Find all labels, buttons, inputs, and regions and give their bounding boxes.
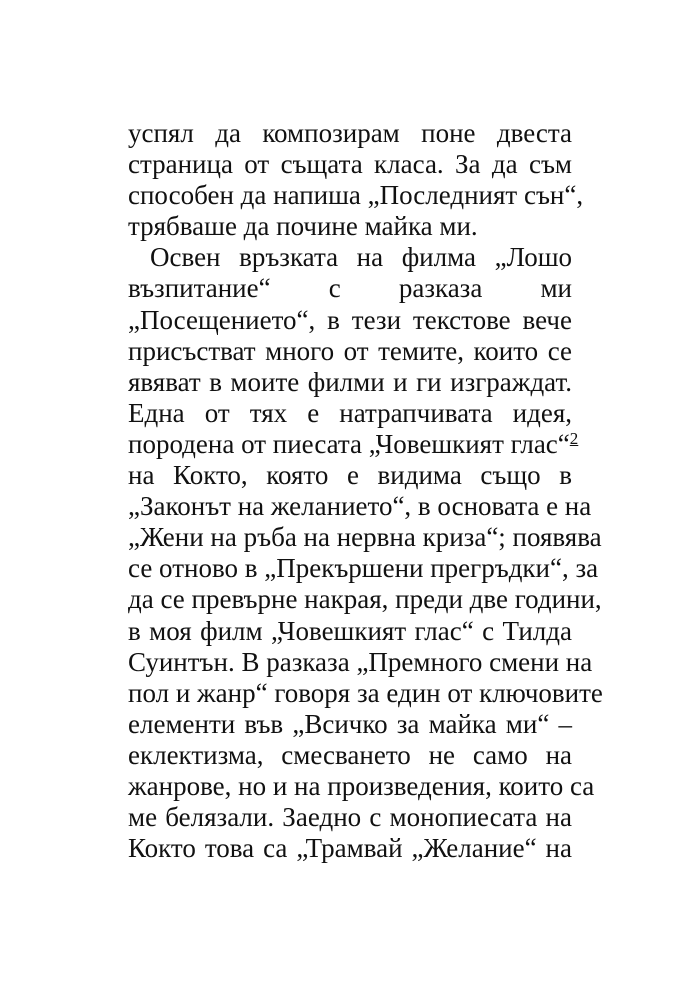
text-line: „Жени на ръба на нервна криза“; появява [128,522,602,553]
paragraph-start-line: Освен връзката на филма „Лошо [150,242,572,273]
text-line: присъстват много от темите, които се [128,335,572,366]
text-line-with-footnote [128,428,579,460]
text-line: „Посещението“, в тези текстове вече [128,304,572,335]
text-line: трябваше да почине майка ми. [128,211,478,242]
text-line: на Кокто, която е видима също в [128,460,572,491]
text-line: явяват в моите филми и ги изграждат. [128,366,572,397]
text-line: да се превърне накрая, преди две години, [128,584,602,615]
text-line: ме белязали. Заедно с монопиесата на [128,802,572,833]
text-line: Суинтън. В разказа „Премного смени на [128,646,593,677]
text-line: Една от тях е натрапчивата идея, [128,397,572,428]
text-line-content: породена от пиесата „Човешкият глас“ [128,428,570,459]
text-line: в моя филм „Човешкият глас“ с Тилда [128,615,572,646]
text-line: се отново в „Прекършени прегръдки“, за [128,553,599,584]
text-line: еклектизма, смесването не само на [128,739,572,770]
text-line: успял да композирам поне двеста [128,118,572,148]
text-line: способен да напиша „Последният сън“, [128,180,584,211]
text-line: жанрове, но и на произведения, които са [128,770,595,801]
text-line: страница от същата класа. За да съм [128,149,572,180]
body-text [128,118,603,864]
footnote-reference-link[interactable]: 2 [569,428,579,448]
text-line: пол и жанр“ говоря за един от ключовите [128,677,603,708]
text-line: възпитание“ с разказа ми [128,273,572,304]
text-line: „Законът на желанието“, в основата е на [128,491,592,522]
text-line: елементи във „Всичко за майка ми“ – [128,708,572,739]
text-line: Кокто това са „Трамвай „Желание“ на [128,833,572,864]
